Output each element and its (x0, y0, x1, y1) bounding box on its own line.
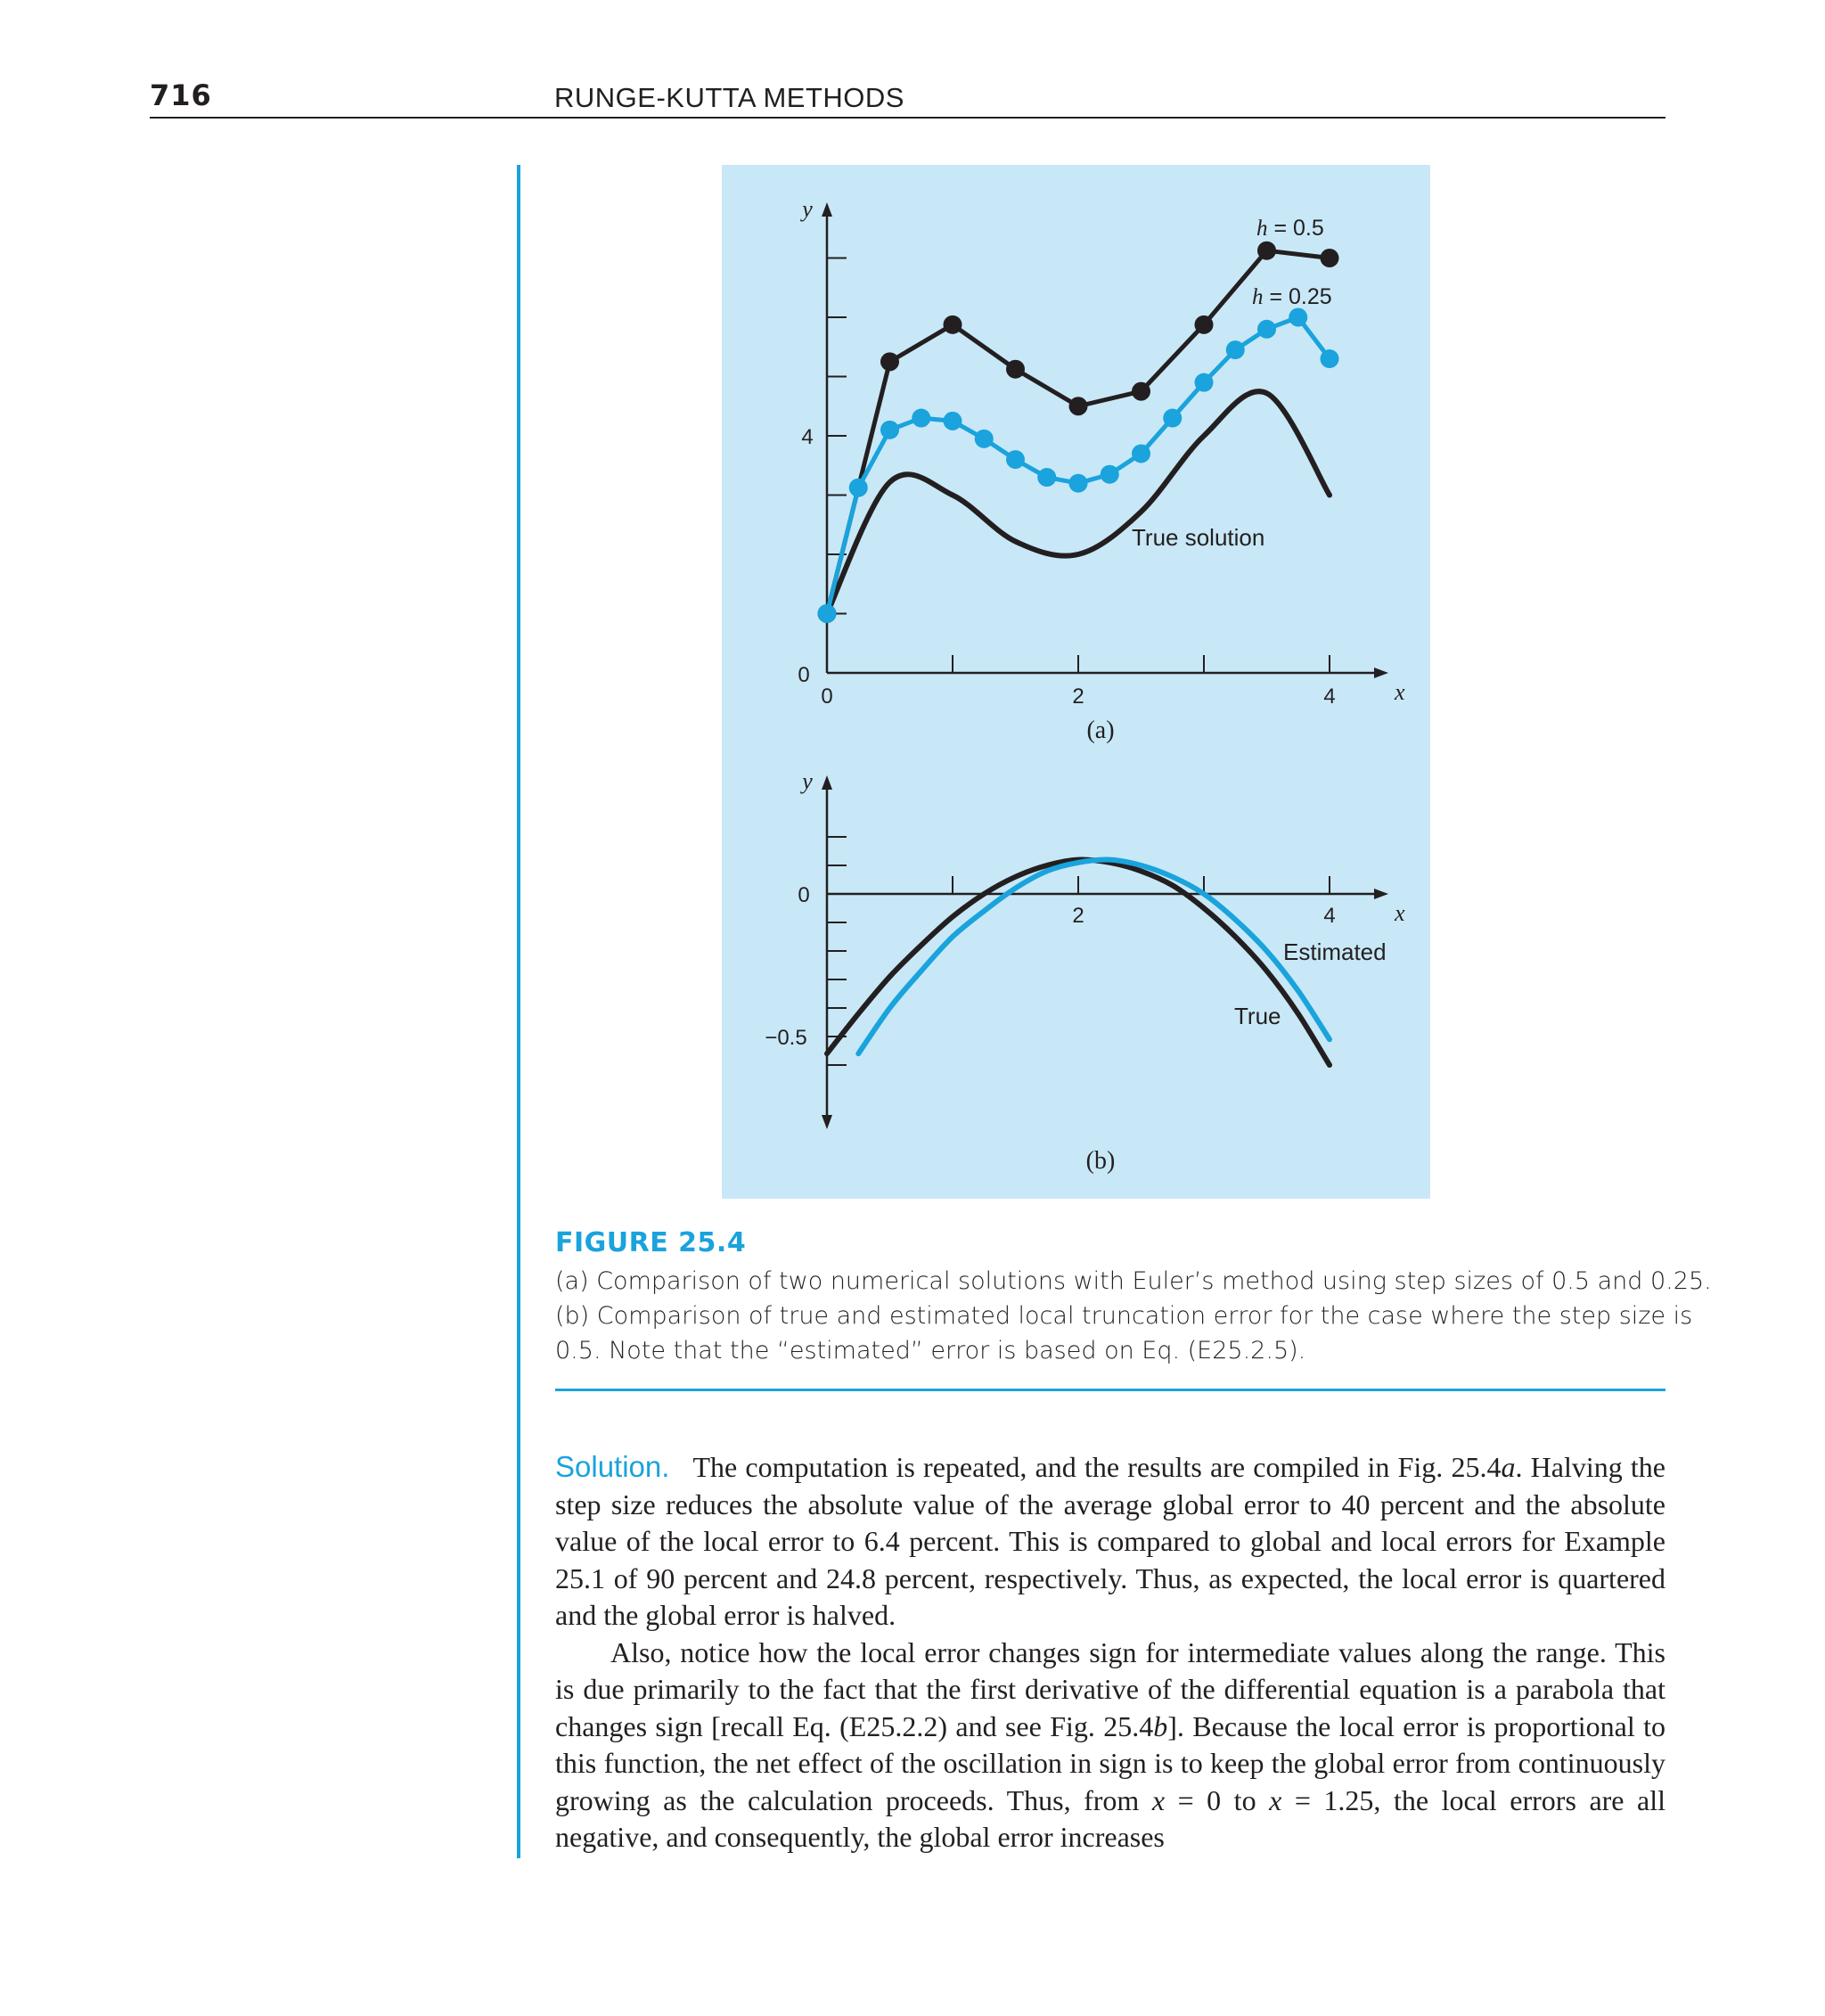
chart-a-y-axis-label: y (802, 196, 813, 222)
caption-line-b: (b) Comparison of true and estimated local truncation error for the case where the step size is (555, 1302, 1693, 1330)
chart-a-h05-point (1321, 249, 1339, 267)
chart-a-h025-point (1069, 474, 1088, 493)
chart-b (765, 768, 1405, 1175)
para2-text-3: = 0 to (1165, 1783, 1270, 1816)
chart-a-h025-point (912, 409, 930, 428)
page-number: 716 (150, 78, 212, 112)
caption-line-c: 0.5. Note that the “estimated” error is based on Eq. (E25.2.5). (555, 1337, 1306, 1364)
chart-a-h05-label: h = 0.5 (1256, 216, 1324, 241)
chart-b-x-tick-label: 4 (1323, 904, 1336, 928)
chart-a-h025-label: h = 0.25 (1252, 284, 1332, 309)
para2-italic-x2: x (1269, 1783, 1282, 1816)
chart-a-h025-point (849, 479, 868, 497)
chart-b-panel-label: (b) (1085, 1147, 1116, 1175)
chart-a-x-arrow (1374, 668, 1388, 678)
chart-b-estimated-label: Estimated (1283, 938, 1387, 965)
chart-a-h05-point (1069, 397, 1088, 415)
chart-a-h025-point (818, 604, 837, 623)
figure-svg (722, 165, 1430, 1199)
chart-a-y-arrow (822, 202, 832, 217)
caption-line-a: (a) Comparison of two numerical solutions with Euler’s method using step sizes of 0.5 and 0.25. (555, 1267, 1712, 1295)
figure-caption (555, 1264, 1712, 1368)
figure-panel (722, 165, 1430, 1199)
chart-b-y-axis-label: y (802, 768, 813, 794)
para2-text-4: = 1.25, the local errors are all negative, and consequently, the global error increases (555, 1783, 1666, 1853)
chart-a-h025-point (1101, 465, 1119, 484)
para2-text-1: Also, notice how the local error changes sign for intermediate values along the range. This is due primarily to the fact that the first derivative of the differential equation is a parabola that changes sign [recall Eq. (E25.2.2) and see Fig. 25.4 (555, 1635, 1665, 1742)
chart-a-h025-point (1163, 409, 1182, 428)
para1-text-1: The computation is repeated, and the results are compiled in Fig. 25.4 (692, 1451, 1502, 1483)
chart-b-y-arrow-up (822, 775, 832, 790)
chart-a-y-tick-label: 4 (801, 425, 814, 449)
example-side-bar (517, 165, 520, 1858)
caption-rule (555, 1389, 1665, 1391)
chart-b-x-tick-label: 2 (1072, 904, 1084, 928)
chart-a-x-tick-label: 4 (1323, 684, 1336, 709)
paragraph-2 (555, 1635, 1665, 1856)
chart-a-h05-point (944, 316, 962, 334)
chart-a-y-tick-label: 0 (798, 663, 810, 687)
figure-label: FIGURE 25.4 (555, 1227, 747, 1258)
chart-a-h05-point (1132, 382, 1150, 401)
chart-a-h025-point (1006, 450, 1025, 469)
chart-a (798, 196, 1405, 744)
chart-b-x-axis-label: x (1395, 900, 1405, 926)
chart-b-y-arrow-down (822, 1115, 832, 1129)
running-head: RUNGE-KUTTA METHODS (554, 82, 904, 113)
body-text (555, 1448, 1665, 1856)
chart-a-h025-point (1226, 340, 1245, 359)
para2-italic-x1: x (1151, 1783, 1166, 1816)
para1-text-2: . Halving the step size reduces the absolute value of the average global error to 40 percent and the absolute value of the local error to 6.4 percent. This is compared to global and local errors for Example 25.1 of 90 percent and 24.8 percent, respectively. Thus, as expected, the local error is quartered and the global error is halved. (555, 1451, 1666, 1631)
chart-a-h05-point (1257, 242, 1276, 260)
chart-a-h025-line (827, 317, 1330, 614)
chart-b-y-tick-label: 0 (798, 883, 810, 907)
chart-a-h025-point (975, 430, 994, 448)
chart-a-x-tick-label: 0 (821, 684, 833, 709)
paragraph-1 (555, 1448, 1665, 1635)
header-rule (150, 117, 1665, 119)
chart-a-h05-point (880, 352, 899, 371)
chart-a-h025-point (944, 412, 962, 430)
chart-a-x-axis-label: x (1395, 679, 1405, 705)
chart-a-h025-point (1257, 320, 1276, 339)
chart-a-true-solution-label: True solution (1132, 524, 1265, 551)
chart-a-h05-point (1006, 360, 1025, 379)
para2-italic-b: b (1153, 1709, 1168, 1742)
chart-a-panel-label: (a) (1086, 717, 1115, 744)
para2-text-2: ]. Because the local error is proportional to this function, the net effect of the oscillation in sign is to keep the global error from continuously growing as the calculation proceeds. Thus, from (555, 1709, 1666, 1816)
chart-a-h025-point (1289, 308, 1307, 327)
chart-a-x-tick-label: 2 (1072, 684, 1084, 709)
chart-b-y-tick-label: −0.5 (765, 1026, 807, 1050)
chart-b-x-arrow (1374, 889, 1388, 899)
solution-heading: Solution. (555, 1450, 670, 1483)
chart-a-h025-point (1321, 349, 1339, 368)
chart-a-h05-point (1195, 316, 1214, 334)
chart-a-h025-point (880, 421, 899, 439)
chart-a-h025-point (1037, 468, 1056, 487)
chart-b-true-label: True (1234, 1003, 1281, 1029)
chart-a-h025-point (1132, 444, 1150, 463)
para1-italic-a: a (1501, 1451, 1516, 1483)
chart-a-h025-point (1195, 373, 1214, 392)
